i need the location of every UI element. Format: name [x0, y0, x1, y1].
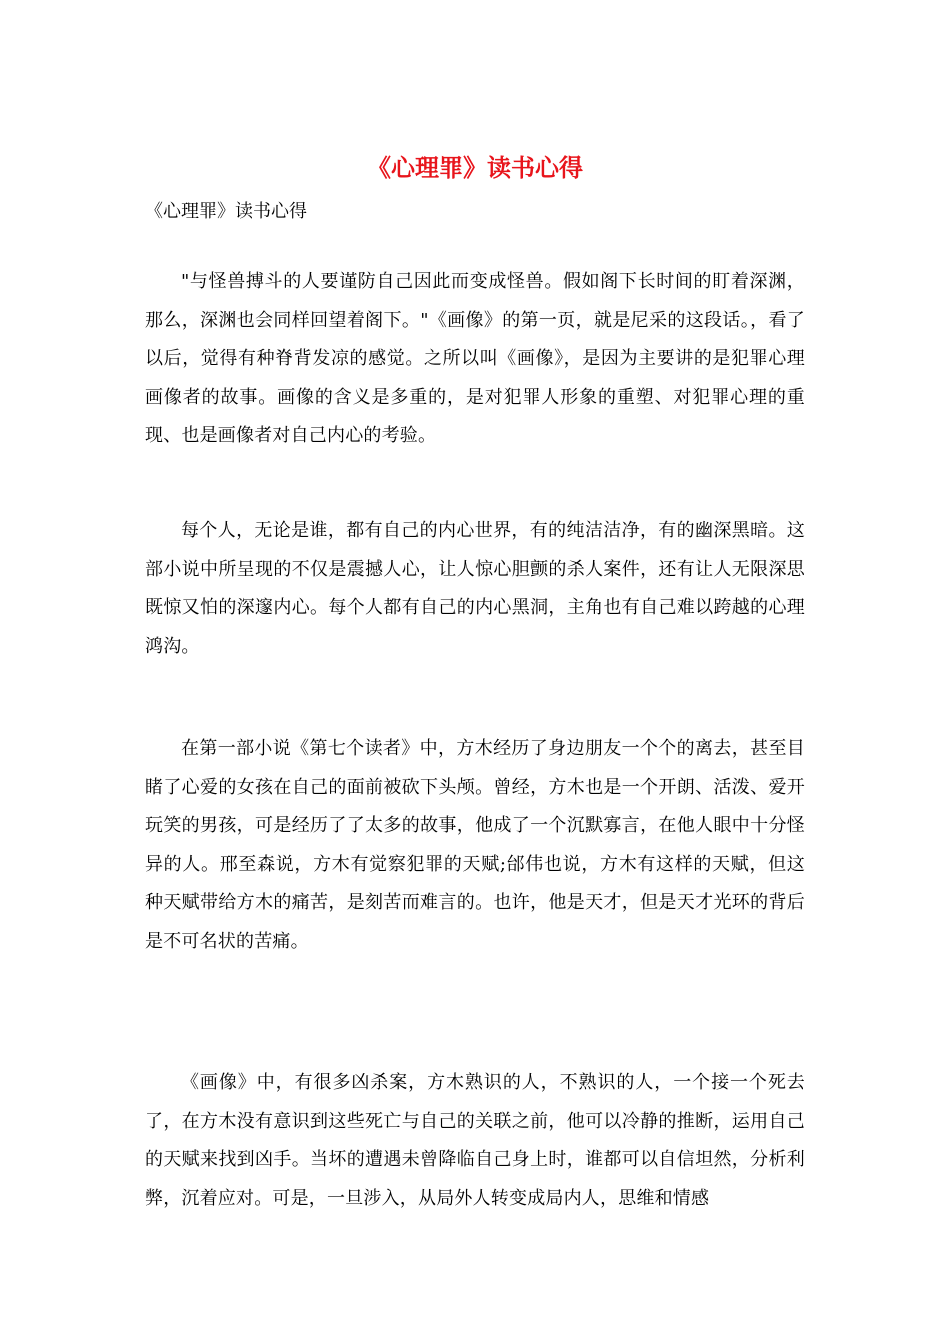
paragraph-4: 《画像》中，有很多凶杀案，方木熟识的人，不熟识的人，一个接一个死去了，在方木没有意识到这些死亡与自己的关联之前，他可以冷静的推断，运用自己的天赋来找到凶手。当坏的遭遇未曾降临自己身上时，谁都可以自信坦然，分析利弊，沉着应对。可是，一旦涉入，从局外人转变成局内人，思维和情感	[145, 1072, 805, 1209]
document-title: 《心理罪》读书心得	[367, 153, 583, 182]
paragraph-3: 在第一部小说《第七个读者》中，方木经历了身边朋友一个个的离去，甚至目睹了心爱的女孩在自己的面前被砍下头颅。曾经，方木也是一个开朗、活泼、爱开玩笑的男孩，可是经历了了太多的故事，他成了一个沉默寡言，在他人眼中十分怪异的人。邢至森说，方木有觉察犯罪的天赋;邰伟也说，方木有这样的天赋，但这种天赋带给方木的痛苦，是刻苦而难言的。也许，他是天才，但是天才光环的背后是不可名状的苦痛。	[145, 738, 805, 952]
paragraph-1: "与怪兽搏斗的人要谨防自己因此而变成怪兽。假如阁下长时间的盯着深渊，那么，深渊也会同样回望着阁下。"《画像》的第一页，就是尼采的这段话。，看了以后，觉得有种脊背发凉的感觉。之所以叫《画像》，是因为主要讲的是犯罪心理画像者的故事。画像的含义是多重的，是对犯罪人形象的重塑、对犯罪心理的重现、也是画像者对自己内心的考验。	[145, 271, 805, 446]
document-subtitle: 《心理罪》读书心得	[145, 201, 307, 222]
paragraph-2: 每个人，无论是谁，都有自己的内心世界，有的纯洁洁净，有的幽深黑暗。这部小说中所呈现的不仅是震撼人心，让人惊心胆颤的杀人案件，还有让人无限深思既惊又怕的深邃内心。每个人都有自己的内心黑洞，主角也有自己难以跨越的心理鸿沟。	[145, 520, 805, 657]
